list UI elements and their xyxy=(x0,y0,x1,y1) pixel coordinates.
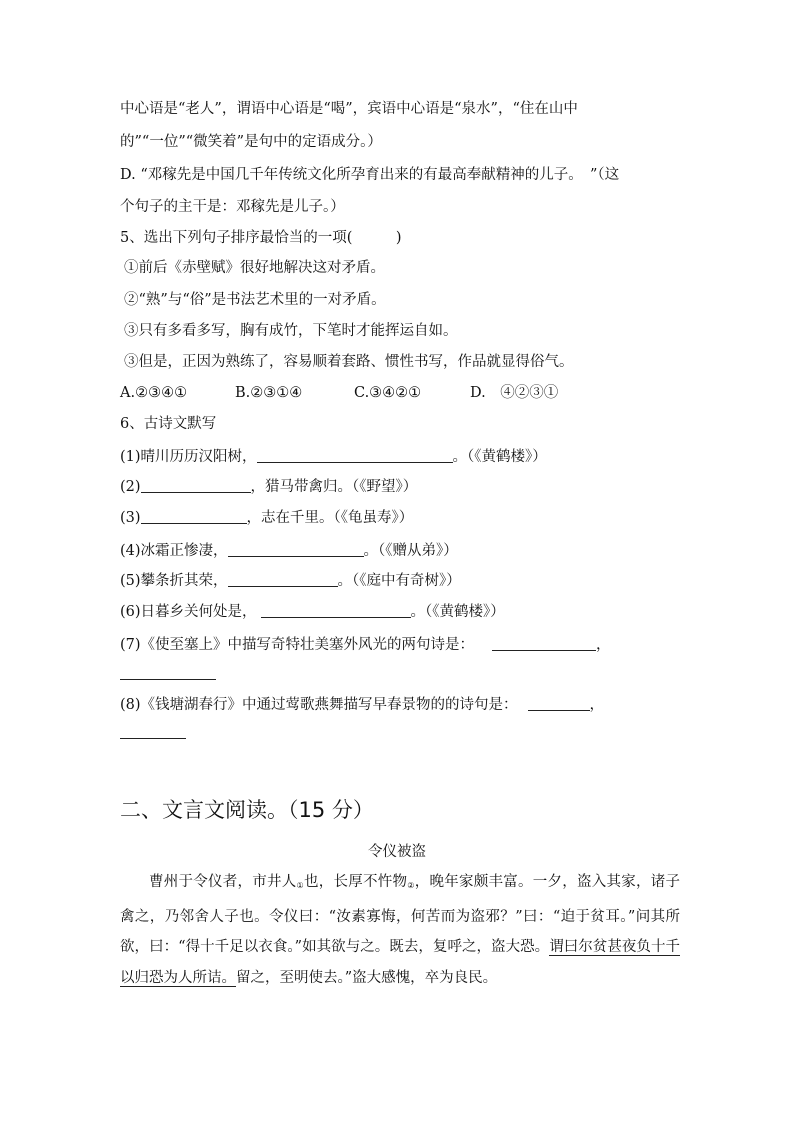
answer-blank[interactable] xyxy=(228,571,338,587)
poem-5-source: 。（《庭中有奇树》） xyxy=(337,573,461,589)
passage-text: 曹州于令仪者，市井人 xyxy=(149,874,297,890)
poem-4-prompt: (4)冰霜正惨凄， xyxy=(120,543,228,559)
poem-2-source: ，猎马带禽归。（《野望》） xyxy=(250,479,418,495)
poem-5 xyxy=(120,571,461,591)
underlined-sentence: 谓曰尔贫甚夜负十千以归恐为人所诘。 xyxy=(120,939,680,986)
sentence-3: ③只有多看多写，胸有成竹，下笔时才能挥运自如。 xyxy=(124,323,458,339)
poem-1 xyxy=(120,447,547,467)
passage-title: 令仪被盗 xyxy=(368,844,426,860)
poem-8-comma: ， xyxy=(589,697,605,713)
poem-7-prompt: (7)《使至塞上》中描写奇特壮美塞外风光的两句诗是： xyxy=(120,637,475,653)
answer-blank[interactable] xyxy=(141,477,251,493)
option-d-note: 个句子的主干是：邓稼先是儿子。） xyxy=(120,199,345,215)
answer-blank[interactable] xyxy=(261,602,411,618)
answer-blank[interactable] xyxy=(120,679,216,680)
poem-7 xyxy=(120,635,611,655)
poem-3-source: ，志在千里。（《龟虽寿》） xyxy=(246,510,414,526)
poem-6-prompt: (6)日暮乡关何处是， xyxy=(120,604,257,620)
answer-blank[interactable] xyxy=(528,695,590,711)
poem-6 xyxy=(120,602,505,622)
answer-a: A.②③④① xyxy=(120,385,188,401)
answer-blank[interactable] xyxy=(257,447,453,463)
answer-d: D. ④②③① xyxy=(470,385,559,401)
option-d-line: D. “邓稼先是中国几千年传统文化所孕育出来的有最高奉献精神的儿子。 ”（这 xyxy=(120,167,620,183)
poem-3 xyxy=(120,508,413,528)
answer-blank[interactable] xyxy=(141,508,247,524)
question-5: 5、选出下列句子排序最恰当的一项( ) xyxy=(120,230,402,246)
footnote-2: ② xyxy=(407,881,415,890)
sentence-2: ②“熟”与“俗”是书法艺术里的一对矛盾。 xyxy=(124,292,386,308)
answer-blank[interactable] xyxy=(120,738,186,739)
poem-7-comma: ， xyxy=(596,637,611,653)
poem-2-prompt: (2) xyxy=(120,479,141,495)
answer-c: C.③④②① xyxy=(354,385,422,401)
passage-text: 也，长厚不忤物 xyxy=(303,874,408,890)
sentence-1: ①前后《赤壁赋》很好地解决这对矛盾。 xyxy=(124,260,385,276)
poem-1-source: 。（《黄鹤楼》） xyxy=(452,449,547,465)
text-line-1: 中心语是“老人”，谓语中心语是“喝”，宾语中心语是“泉水”，“住在山中 xyxy=(120,101,578,117)
answer-blank[interactable] xyxy=(228,541,364,557)
footnote-1: ① xyxy=(296,881,304,890)
passage-text: ，晚年家颇丰富。一夕，盗入其家，诸子禽之，乃邻舍人子也。令仪曰：“汝素寡悔，何苦而为盗邪？”曰：“迫于贫耳。”问其所欲，曰：“得十千足以衣食。”如其欲与之。既去，复呼之，盗大恐。 xyxy=(120,874,681,955)
poem-8-prompt: (8)《钱塘湖春行》中通过莺歌燕舞描写早春景物的的诗句是： xyxy=(120,697,518,713)
poem-6-source: 。（《黄鹤楼》） xyxy=(410,604,505,620)
poem-3-prompt: (3) xyxy=(120,510,141,526)
text-line-2: 的”“一位”“微笑着”是句中的定语成分。） xyxy=(120,134,382,150)
poem-4-source: 。（《赠从弟》） xyxy=(363,543,458,559)
poem-4 xyxy=(120,541,458,561)
sentence-4: ③但是，正因为熟练了，容易顺着套路、惯性书写，作品就显得俗气。 xyxy=(124,354,574,370)
poem-2 xyxy=(120,477,417,497)
poem-8 xyxy=(120,695,604,715)
passage-paragraph xyxy=(120,867,680,993)
poem-5-prompt: (5)攀条折其荣， xyxy=(120,573,228,589)
section-heading: 二、文言文阅读。（15 分） xyxy=(120,798,374,822)
passage-text: 留之，至明使去。”盗大感愧，卒为良民。 xyxy=(236,969,498,986)
answer-blank[interactable] xyxy=(492,635,596,651)
poem-1-prompt: (1)晴川历历汉阳树， xyxy=(120,449,257,465)
question-6: 6、古诗文默写 xyxy=(120,416,217,432)
answer-b: B.②③①④ xyxy=(235,385,303,401)
